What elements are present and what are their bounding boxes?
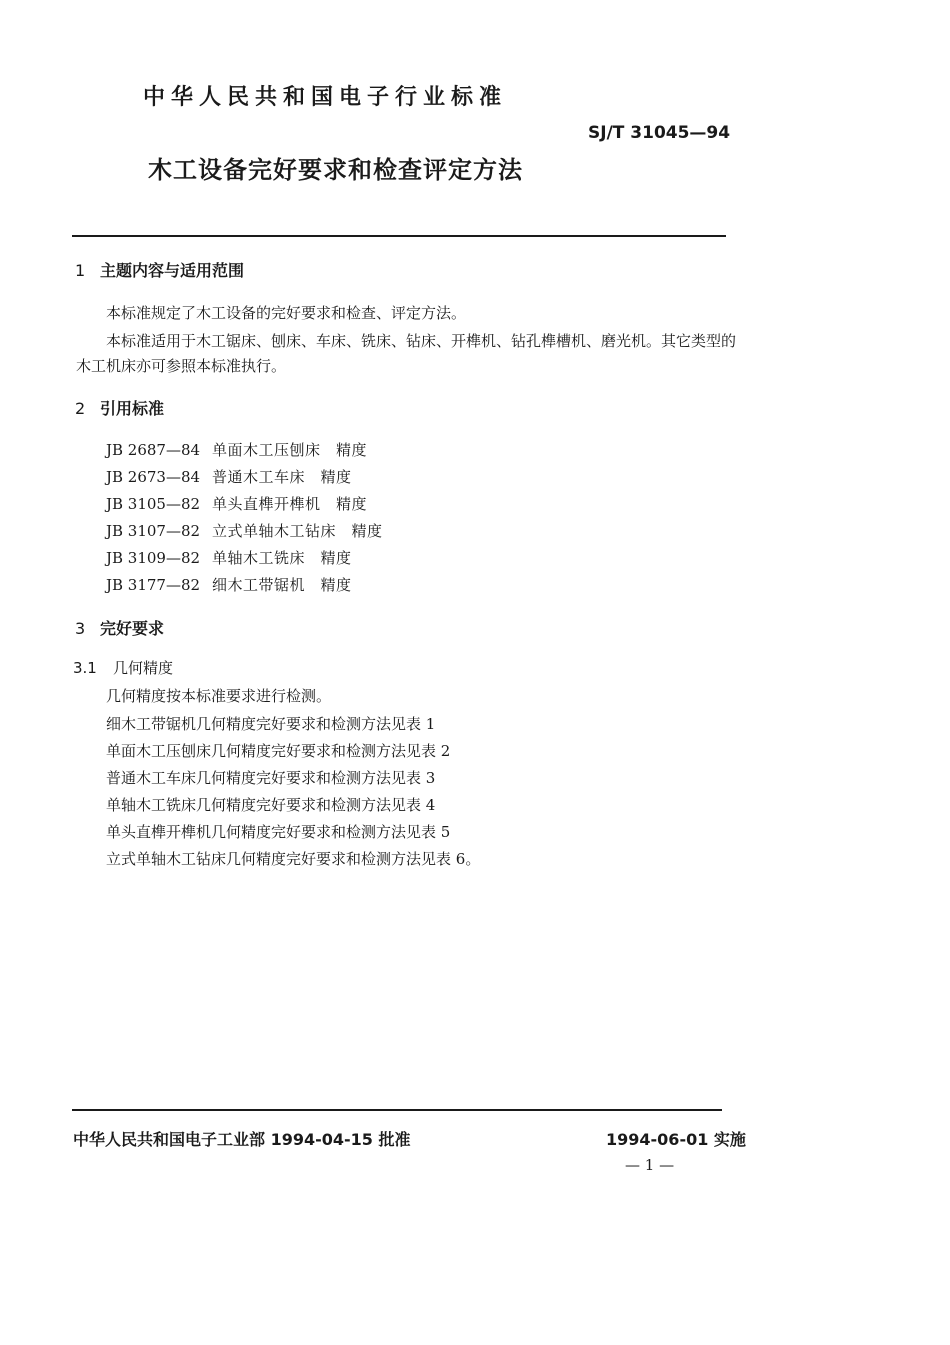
reference-item bbox=[106, 466, 352, 487]
reference-item bbox=[106, 439, 367, 460]
section-1-paragraph-2-line-1: 本标准适用于木工锯床、刨床、车床、铣床、钻床、开榫机、钻孔榫槽机、磨光机。其它类型的 bbox=[106, 332, 737, 350]
subsection-line: 几何精度按本标准要求进行检测。 bbox=[106, 687, 332, 705]
standard-code: SJ/T 31045—94 bbox=[588, 123, 731, 143]
reference-name: 单头直榫开榫机 精度 bbox=[212, 495, 368, 513]
section-2-title: 引用标准 bbox=[100, 399, 165, 418]
reference-code: JB 3105—82 bbox=[106, 495, 201, 513]
reference-name: 普通木工车床 精度 bbox=[212, 468, 352, 486]
section-1-paragraph-2-line-2: 木工机床亦可参照本标准执行。 bbox=[76, 357, 287, 375]
reference-code: JB 3177—82 bbox=[106, 576, 201, 594]
reference-item bbox=[106, 520, 383, 541]
subsection-line: 普通木工车床几何精度完好要求和检测方法见表 3 bbox=[106, 769, 436, 787]
reference-item bbox=[106, 574, 352, 595]
subsection-line: 单头直榫开榫机几何精度完好要求和检测方法见表 5 bbox=[106, 823, 451, 841]
reference-item bbox=[106, 493, 367, 514]
effective-date: 1994-06-01 实施 bbox=[606, 1130, 746, 1149]
reference-code: JB 3107—82 bbox=[106, 522, 201, 540]
reference-name: 立式单轴木工钻床 精度 bbox=[212, 522, 383, 540]
approval-line: 中华人民共和国电子工业部 1994-04-15 批准 bbox=[73, 1130, 411, 1149]
section-1-paragraph-1: 本标准规定了木工设备的完好要求和检查、评定方法。 bbox=[106, 304, 467, 322]
reference-name: 单轴木工铣床 精度 bbox=[212, 549, 352, 567]
reference-code: JB 2687—84 bbox=[106, 441, 201, 459]
section-2-number: 2 bbox=[75, 399, 86, 418]
subsection-line: 细木工带锯机几何精度完好要求和检测方法见表 1 bbox=[106, 715, 436, 733]
document-title: 木工设备完好要求和检查评定方法 bbox=[148, 156, 523, 184]
page-number: — 1 — bbox=[625, 1156, 675, 1174]
section-3-heading bbox=[75, 616, 164, 639]
reference-code: JB 3109—82 bbox=[106, 549, 201, 567]
subsection-3-1-heading bbox=[73, 657, 173, 678]
section-2-heading bbox=[75, 396, 164, 419]
section-1-number: 1 bbox=[75, 261, 86, 280]
subsection-line: 单面木工压刨床几何精度完好要求和检测方法见表 2 bbox=[106, 742, 451, 760]
header-divider bbox=[72, 235, 726, 237]
subsection-line: 立式单轴木工钻床几何精度完好要求和检测方法见表 6。 bbox=[106, 850, 481, 868]
reference-item bbox=[106, 547, 352, 568]
section-3-number: 3 bbox=[75, 619, 86, 638]
subsection-line: 单轴木工铣床几何精度完好要求和检测方法见表 4 bbox=[106, 796, 436, 814]
issuing-body-title: 中华人民共和国电子行业标准 bbox=[143, 85, 508, 110]
section-1-heading bbox=[75, 258, 244, 281]
reference-name: 细木工带锯机 精度 bbox=[212, 576, 352, 594]
section-3-title: 完好要求 bbox=[100, 619, 165, 638]
section-1-title: 主题内容与适用范围 bbox=[100, 261, 245, 280]
footer-divider bbox=[72, 1109, 722, 1111]
subsection-3-1-title: 几何精度 bbox=[113, 659, 174, 677]
subsection-3-1-number: 3.1 bbox=[73, 659, 97, 677]
reference-code: JB 2673—84 bbox=[106, 468, 201, 486]
reference-name: 单面木工压刨床 精度 bbox=[212, 441, 368, 459]
